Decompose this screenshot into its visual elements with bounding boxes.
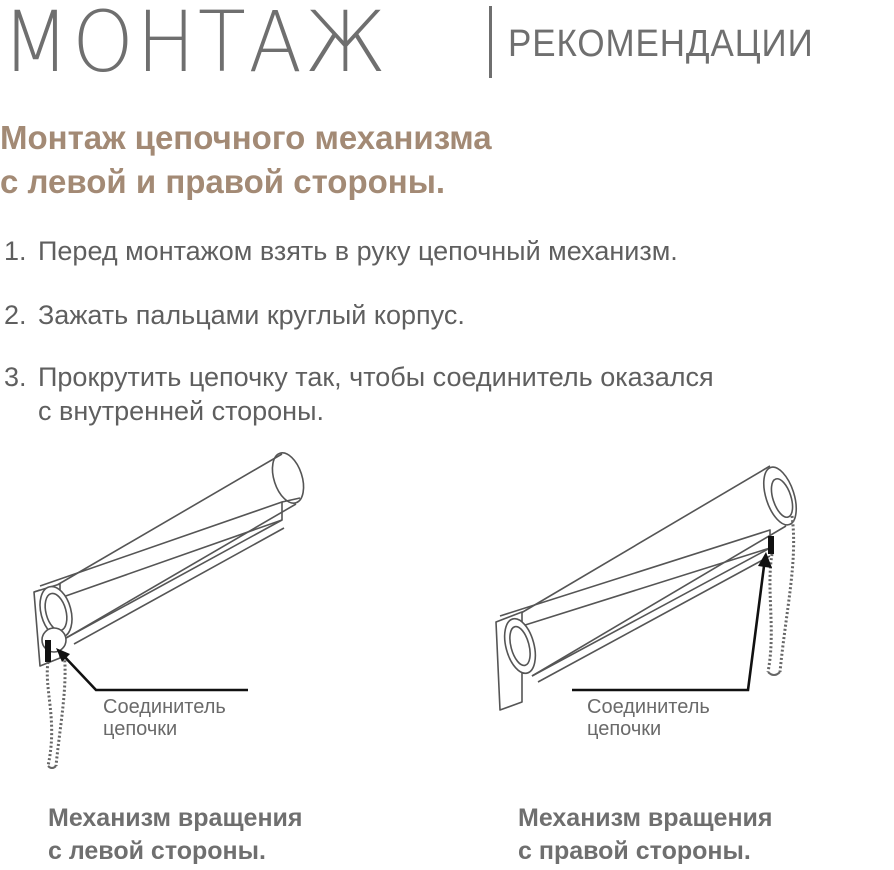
step-text-line1: Прокрутить цепочку так, чтобы соединитель оказался bbox=[38, 362, 714, 392]
figure-caption bbox=[518, 802, 773, 868]
section-heading bbox=[0, 116, 890, 204]
page-title: МОНТАЖ bbox=[2, 0, 389, 91]
step-text bbox=[38, 298, 465, 332]
figure-caption-line1: Механизм вращения bbox=[518, 804, 773, 832]
connector-label-line1: Соединитель bbox=[587, 696, 710, 718]
figure-right-mechanism bbox=[470, 440, 894, 865]
step-text-line2: с внутренней стороны. bbox=[38, 396, 325, 426]
section-heading-line2: с левой и правой стороны. bbox=[0, 163, 446, 200]
arrow-head-icon bbox=[758, 552, 772, 568]
step-text bbox=[38, 234, 678, 268]
figure-caption-line2: с правой стороны. bbox=[518, 837, 751, 865]
step-number: 2. bbox=[4, 300, 27, 330]
connector-label bbox=[103, 696, 226, 740]
figure-caption-line1: Механизм вращения bbox=[48, 804, 303, 832]
chain-connector-icon bbox=[768, 536, 774, 554]
section-heading-line1: Монтаж цепочного механизма bbox=[0, 119, 492, 156]
figure-left-mechanism bbox=[0, 440, 420, 865]
page-header bbox=[0, 0, 894, 90]
figure-caption-line2: с левой стороны. bbox=[48, 837, 266, 865]
step-text-line1: Зажать пальцами круглый корпус. bbox=[38, 300, 465, 330]
page-subtitle: РЕКОМЕНДАЦИИ bbox=[508, 23, 814, 65]
step-text-line1: Перед монтажом взять в руку цепочный механизм. bbox=[38, 236, 678, 266]
connector-label bbox=[587, 696, 710, 740]
step-number: 3. bbox=[4, 362, 27, 392]
connector-label-line2: цепочки bbox=[103, 718, 178, 740]
step-number: 1. bbox=[4, 236, 27, 266]
step-text bbox=[38, 360, 714, 428]
connector-label-line2: цепочки bbox=[587, 718, 662, 740]
chain-connector-icon bbox=[45, 640, 51, 662]
connector-label-line1: Соединитель bbox=[103, 696, 226, 718]
title-divider bbox=[489, 6, 492, 78]
figure-caption bbox=[48, 802, 303, 868]
